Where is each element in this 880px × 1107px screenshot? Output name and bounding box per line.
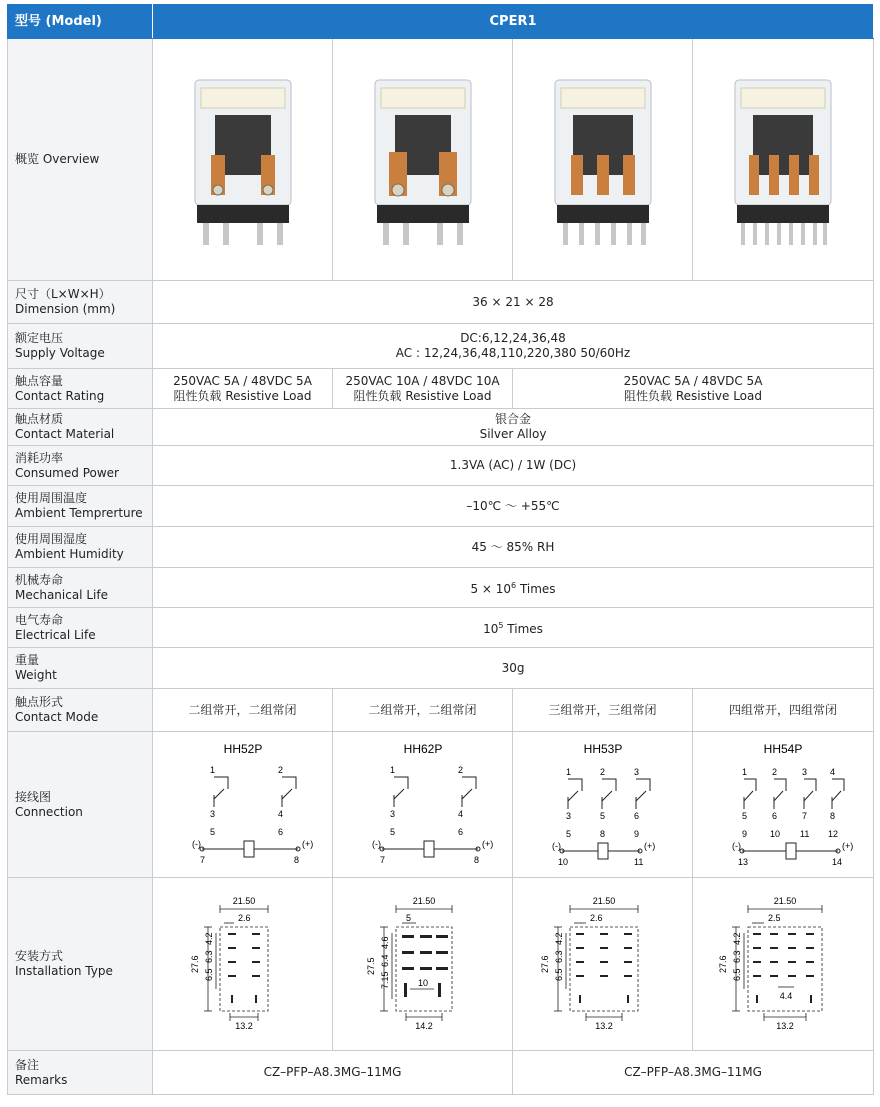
svg-text:5: 5 [405, 913, 411, 923]
svg-text:6: 6 [277, 826, 283, 837]
svg-text:HH52P: HH52P [223, 741, 262, 756]
supply-voltage-value: DC:6,12,24,36,48 AC : 12,24,36,48,110,220,380 50/60Hz [153, 324, 874, 369]
relay-photo-1 [153, 39, 333, 281]
svg-text:7.15: 7.15 [379, 971, 390, 989]
dimension-row [8, 281, 874, 324]
svg-text:6: 6 [457, 826, 463, 837]
remarks-row [8, 1051, 874, 1095]
svg-text:2.5: 2.5 [768, 913, 781, 923]
mounting-diagram [158, 889, 328, 1039]
svg-text:8: 8 [830, 810, 836, 821]
svg-text:27.6: 27.6 [539, 955, 550, 973]
mounting-diagram [698, 889, 868, 1039]
svg-text:13.2: 13.2 [776, 1021, 794, 1031]
connection-diagram-1 [153, 732, 333, 878]
svg-text:27.6: 27.6 [189, 955, 200, 973]
svg-text:6.3: 6.3 [732, 950, 742, 963]
relay-photo-3 [513, 39, 693, 281]
svg-text:7: 7 [379, 854, 385, 865]
svg-text:1: 1 [565, 766, 571, 777]
svg-text:5: 5 [209, 826, 215, 837]
contact-material-row [8, 409, 874, 446]
svg-text:21.50: 21.50 [592, 896, 615, 906]
svg-text:4: 4 [830, 766, 836, 777]
contact-rating-1: 250VAC 5A / 48VDC 5A 阻性负载 Resistive Load [153, 369, 333, 409]
contact-rating-label: 触点容量 Contact Rating [8, 369, 153, 409]
svg-text:9: 9 [633, 828, 639, 839]
wiring-diagram [518, 737, 688, 873]
overview-label: 概览 Overview [8, 39, 153, 281]
remarks-label: 备注 Remarks [8, 1051, 153, 1095]
svg-text:4.4: 4.4 [779, 991, 793, 1001]
svg-text:4: 4 [277, 808, 283, 819]
mounting-diagram [338, 889, 508, 1039]
svg-text:4.2: 4.2 [553, 932, 564, 945]
installation-label: 安装方式 Installation Type [8, 878, 153, 1051]
svg-text:12: 12 [828, 828, 839, 839]
svg-text:10: 10 [557, 856, 568, 867]
svg-text:1: 1 [389, 764, 395, 775]
svg-text:6.3: 6.3 [553, 950, 564, 963]
dimension-value: 36 × 21 × 28 [153, 281, 874, 324]
contact-mode-4: 四组常开，四组常闭 [693, 689, 874, 732]
weight-value: 30g [153, 648, 874, 689]
svg-text:2: 2 [277, 764, 283, 775]
spec-table [7, 4, 874, 1095]
connection-diagram-2 [333, 732, 513, 878]
relay-photo-2 [333, 39, 513, 281]
svg-text:4.2: 4.2 [203, 932, 214, 945]
contact-material-label: 触点材质 Contact Material [8, 409, 153, 446]
relay-image [713, 60, 853, 260]
svg-text:10: 10 [770, 828, 781, 839]
svg-text:HH62P: HH62P [403, 741, 442, 756]
wiring-diagram [698, 737, 868, 873]
ambient-temp-value: –10℃ ～ +55℃ [153, 486, 874, 527]
mechanical-life-label: 机械寿命 Mechanical Life [8, 568, 153, 608]
svg-text:(-): (-) [551, 840, 561, 851]
svg-text:6: 6 [633, 810, 639, 821]
weight-label: 重量 Weight [8, 648, 153, 689]
header-row [8, 5, 874, 39]
svg-text:14.2: 14.2 [414, 1021, 433, 1031]
svg-text:8: 8 [293, 854, 299, 865]
electrical-life-label: 电气寿命 Electrical Life [8, 608, 153, 648]
svg-text:13: 13 [738, 856, 749, 867]
svg-text:10: 10 [417, 978, 428, 988]
contact-mode-1: 二组常开，二组常闭 [153, 689, 333, 732]
overview-row [8, 39, 874, 281]
svg-text:27.5: 27.5 [365, 957, 376, 975]
installation-row [8, 878, 874, 1051]
svg-text:8: 8 [473, 854, 479, 865]
contact-mode-label: 触点形式 Contact Mode [8, 689, 153, 732]
svg-text:2.6: 2.6 [589, 913, 603, 923]
supply-voltage-label: 额定电压 Supply Voltage [8, 324, 153, 369]
relay-image [533, 60, 673, 260]
contact-mode-row [8, 689, 874, 732]
mounting-diagram [518, 889, 688, 1039]
svg-text:7: 7 [199, 854, 205, 865]
wiring-diagram [158, 737, 328, 873]
svg-text:2: 2 [457, 764, 463, 775]
svg-text:5: 5 [599, 810, 605, 821]
supply-voltage-row [8, 324, 874, 369]
svg-text:4.6: 4.6 [379, 936, 390, 949]
wiring-diagram [338, 737, 508, 873]
svg-text:1: 1 [742, 766, 748, 777]
svg-text:(+): (+) [643, 840, 655, 851]
electrical-life-value: $10^5$ Times [153, 608, 874, 648]
svg-text:3: 3 [209, 808, 215, 819]
svg-text:21.50: 21.50 [773, 896, 797, 906]
svg-text:1: 1 [209, 764, 215, 775]
svg-text:(-): (-) [732, 840, 741, 851]
installation-diagram-1 [153, 878, 333, 1051]
svg-text:6.3: 6.3 [203, 950, 214, 963]
weight-row [8, 648, 874, 689]
connection-row [8, 732, 874, 878]
svg-text:9: 9 [742, 828, 748, 839]
connection-diagram-3 [513, 732, 693, 878]
svg-text:14: 14 [832, 856, 843, 867]
model-label: 型号 (Model) [8, 5, 153, 39]
svg-text:2.6: 2.6 [237, 913, 251, 923]
mechanical-life-value: $5 \times 10^6$ Times [153, 568, 874, 608]
svg-text:21.50: 21.50 [232, 896, 255, 906]
connection-diagram-4 [693, 732, 874, 878]
svg-text:2: 2 [599, 766, 605, 777]
svg-text:6.4: 6.4 [379, 954, 390, 967]
svg-text:(+): (+) [481, 838, 493, 849]
model-value: CPER1 [153, 5, 874, 39]
contact-rating-row [8, 369, 874, 409]
consumed-power-value: 1.3VA (AC) / 1W (DC) [153, 446, 874, 486]
remarks-right: CZ–PFP–A8.3MG–11MG [513, 1051, 874, 1095]
relay-image [173, 60, 313, 260]
installation-diagram-4 [693, 878, 874, 1051]
svg-text:13.2: 13.2 [234, 1021, 253, 1031]
svg-text:7: 7 [802, 810, 808, 821]
svg-text:11: 11 [633, 856, 643, 867]
contact-rating-3: 250VAC 5A / 48VDC 5A 阻性负载 Resistive Load [513, 369, 874, 409]
svg-text:2: 2 [772, 766, 778, 777]
electrical-life-row [8, 608, 874, 648]
relay-photo-4 [693, 39, 874, 281]
mechanical-life-row [8, 568, 874, 608]
installation-diagram-3 [513, 878, 693, 1051]
svg-text:4: 4 [457, 808, 463, 819]
svg-text:(-): (-) [371, 838, 381, 849]
ambient-temp-label: 使用周围温度 Ambient Temprerture [8, 486, 153, 527]
svg-text:13.2: 13.2 [594, 1021, 613, 1031]
svg-text:6.5: 6.5 [553, 968, 564, 981]
ambient-humidity-label: 使用周围湿度 Ambient Humidity [8, 527, 153, 568]
contact-mode-3: 三组常开，三组常闭 [513, 689, 693, 732]
relay-image [353, 60, 493, 260]
connection-label: 接线图 Connection [8, 732, 153, 878]
svg-text:3: 3 [633, 766, 639, 777]
svg-text:27.6: 27.6 [718, 955, 728, 973]
svg-text:5: 5 [742, 810, 748, 821]
svg-text:8: 8 [599, 828, 605, 839]
svg-text:4.2: 4.2 [732, 932, 742, 945]
svg-text:5: 5 [389, 826, 395, 837]
svg-text:(+): (+) [301, 838, 313, 849]
svg-text:6.5: 6.5 [203, 968, 214, 981]
svg-text:5: 5 [565, 828, 571, 839]
consumed-power-row [8, 446, 874, 486]
svg-text:(-): (-) [191, 838, 201, 849]
contact-material-value: 银合金 Silver Alloy [153, 409, 874, 446]
consumed-power-label: 消耗功率 Consumed Power [8, 446, 153, 486]
contact-rating-2: 250VAC 10A / 48VDC 10A 阻性负载 Resistive Load [333, 369, 513, 409]
svg-text:6.5: 6.5 [732, 968, 742, 981]
svg-text:3: 3 [565, 810, 571, 821]
ambient-humidity-value: 45 ～ 85% RH [153, 527, 874, 568]
ambient-humidity-row [8, 527, 874, 568]
svg-text:6: 6 [772, 810, 778, 821]
svg-text:11: 11 [800, 828, 810, 839]
installation-diagram-2 [333, 878, 513, 1051]
dimension-label: 尺寸（L×W×H） Dimension (mm) [8, 281, 153, 324]
svg-text:(+): (+) [842, 840, 854, 851]
svg-text:HH54P: HH54P [763, 741, 803, 756]
svg-text:3: 3 [389, 808, 395, 819]
ambient-temp-row [8, 486, 874, 527]
contact-mode-2: 二组常开，二组常闭 [333, 689, 513, 732]
svg-text:HH53P: HH53P [583, 741, 622, 756]
svg-text:21.50: 21.50 [412, 896, 435, 906]
svg-text:3: 3 [802, 766, 808, 777]
remarks-left: CZ–PFP–A8.3MG–11MG [153, 1051, 513, 1095]
